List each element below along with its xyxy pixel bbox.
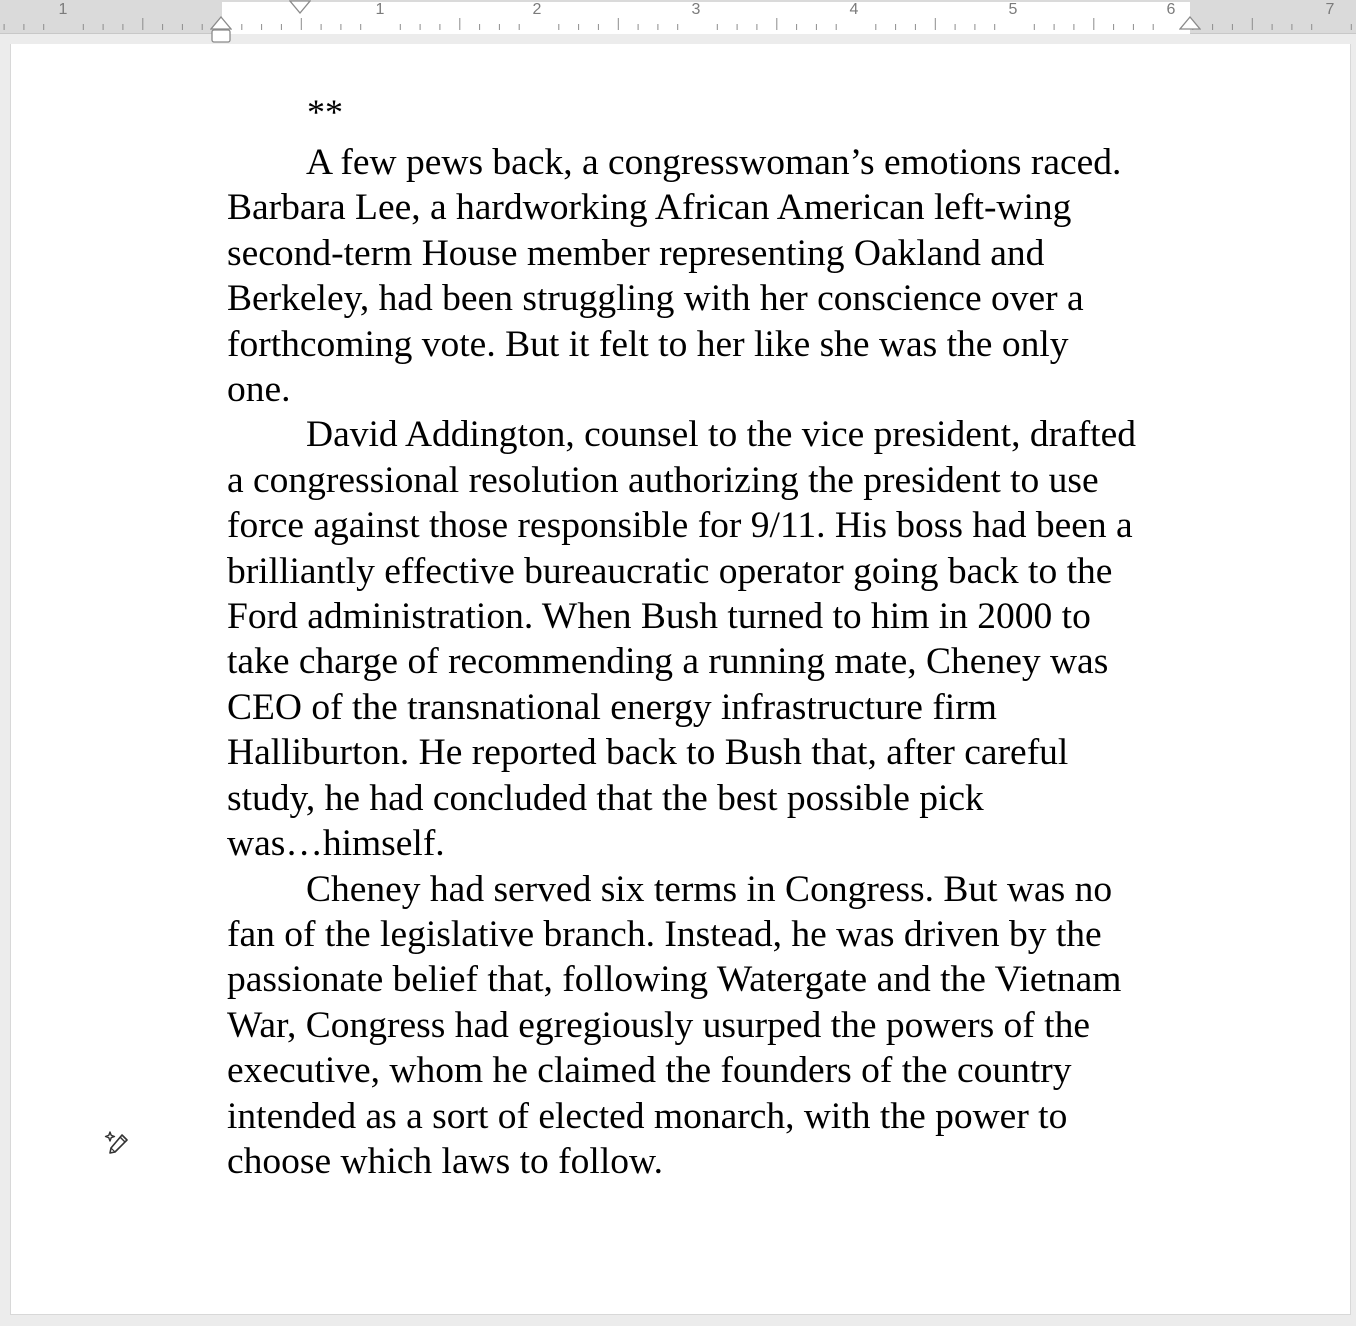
- paragraph-1[interactable]: A few pews back, a congresswoman’s emotions raced. Barbara Lee, a hardworking African American left-wing second-term House member representing Oakland and Berkeley, had been struggling with her conscience over a forthcoming vote. But it felt to her like she was the only one.: [227, 142, 1122, 411]
- left-indent-marker[interactable]: [211, 29, 231, 44]
- horizontal-ruler[interactable]: [0, 0, 1356, 34]
- ruler-label-3: 3: [691, 1, 701, 18]
- right-indent-marker[interactable]: [1179, 16, 1201, 32]
- paragraph-3[interactable]: Cheney had served six terms in Congress. But was no fan of the legislative branch. Instead, he was driven by the passionate belief that, following Watergate and the Vietnam War, Congress had egregiously usurped the powers of the executive, whom he claimed the founders of the country intended as a sort of elected monarch, with the power to choose which laws to follow.: [227, 868, 1122, 1182]
- section-separator: **: [307, 92, 343, 132]
- ruler-label-1: 1: [375, 1, 385, 18]
- ruler-label-5: 5: [1008, 1, 1018, 18]
- ruler-label-6: 6: [1166, 1, 1176, 18]
- ruler-label-2: 2: [532, 1, 542, 18]
- ruler-label-7: 7: [1325, 1, 1335, 18]
- ruler-label-neg1: 1: [58, 1, 68, 18]
- document-body[interactable]: [227, 140, 1187, 1184]
- paragraph-2[interactable]: David Addington, counsel to the vice president, drafted a congressional resolution authorizing the president to use force against those responsible for 9/11. His boss had been a brilliantly effective bureaucratic operator going back to the Ford administration. When Bush turned to him in 2000 to take charge of recommending a running mate, Cheney was CEO of the transnational energy infrastructure firm Halliburton. He reported back to Bush that, after careful study, he had concluded that the best possible pick was…himself.: [227, 414, 1136, 865]
- ruler-label-4: 4: [849, 1, 859, 18]
- document-page[interactable]: [10, 44, 1351, 1315]
- ruler-ticks: [0, 0, 1356, 34]
- sparkle-pen-icon[interactable]: [102, 1128, 132, 1160]
- first-line-indent-marker[interactable]: [289, 0, 311, 14]
